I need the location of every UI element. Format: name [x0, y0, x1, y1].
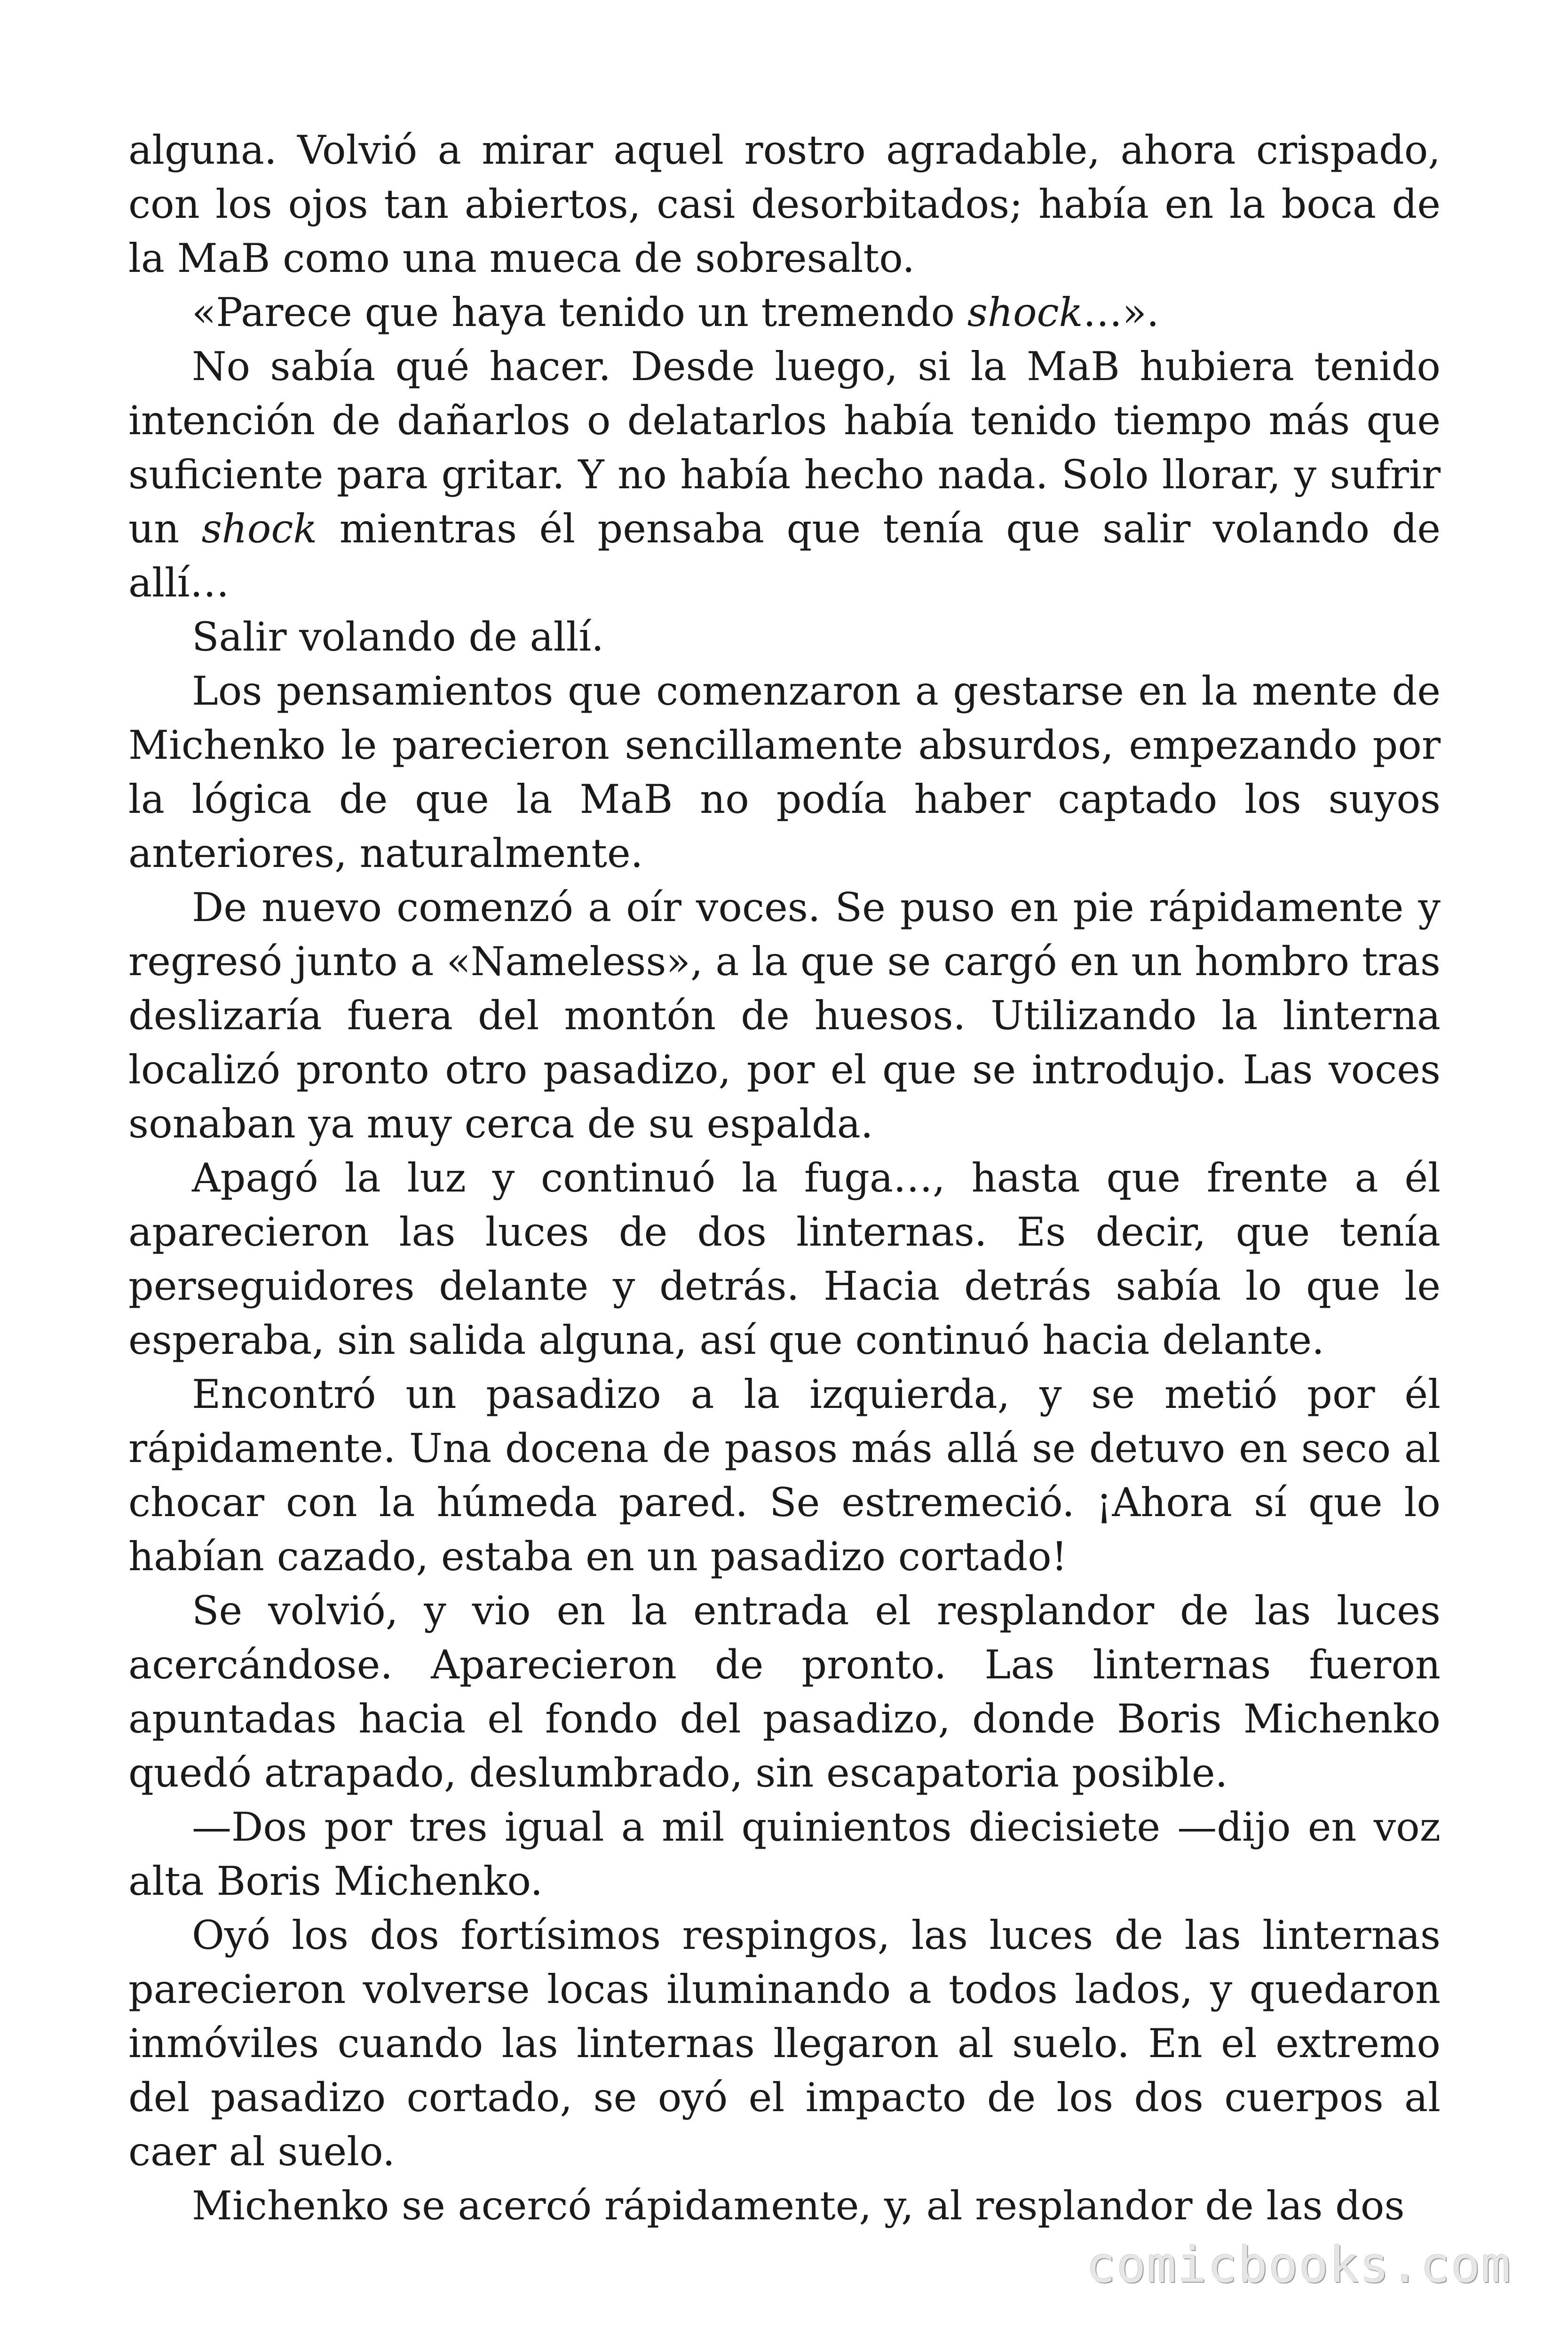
paragraph-text: …». — [1083, 289, 1159, 335]
paragraph-text: alguna. Volvió a mirar aquel rostro agradable, ahora crispado, con los ojos tan abiertos, casi desorbitados; había en la boca de la MaB como una mueca de sobresalto. — [128, 127, 1441, 281]
paragraph — [128, 340, 1441, 610]
italic-text: shock — [201, 506, 317, 552]
paragraph — [128, 610, 1441, 664]
paragraph — [128, 123, 1441, 286]
paragraph-text: Oyó los dos fortísimos respingos, las luces de las linternas parecieron volverse locas iluminando a todos lados, y quedaron inmóviles cuando las linternas llegaron al suelo. En el extremo del pasadizo cortado, se oyó el impacto de los dos cuerpos al caer al suelo. — [128, 1912, 1441, 2175]
paragraph — [128, 1800, 1441, 1908]
paragraph-text: mientras él pensaba que tenía que salir volando de allí… — [128, 506, 1441, 606]
paragraph-text: No sabía qué hacer. Desde luego, si la MaB hubiera tenido intención de dañarlos o delatarlos había tenido tiempo más que suficiente para gritar. Y no había hecho nada. Solo llorar, y sufrir un — [128, 343, 1441, 552]
paragraph-text: Se volvió, y vio en la entrada el resplandor de las luces acercándose. Aparecieron de pronto. Las linternas fueron apuntadas hacia el fondo del pasadizo, donde Boris Michenko quedó atrapado, deslumbrado, sin escapatoria posible. — [128, 1588, 1441, 1796]
paragraph-text: Michenko se acercó rápidamente, y, al resplandor de las dos — [192, 2183, 1405, 2229]
paragraph-text: De nuevo comenzó a oír voces. Se puso en pie rápidamente y regresó junto a «Nameless», a la que se cargó en un hombro tras deslizaría fuera del montón de huesos. Utilizando la linterna localizó pronto otro pasadizo, por el que se introdujo. Las voces sonaban ya muy cerca de su espalda. — [128, 884, 1441, 1147]
paragraph — [128, 2179, 1441, 2233]
paragraph — [128, 1151, 1441, 1367]
paragraph-text: Apagó la luz y continuó la fuga…, hasta que frente a él aparecieron las luces de dos linternas. Es decir, que tenía perseguidores delante y detrás. Hacia detrás sabía lo que le esperaba, sin salida alguna, así que continuó hacia delante. — [128, 1155, 1441, 1363]
book-page-body — [128, 123, 1441, 2233]
paragraph-text: —Dos por tres igual a mil quinientos diecisiete —dijo en voz alta Boris Michenko. — [128, 1804, 1441, 1904]
paragraph-text: Los pensamientos que comenzaron a gestarse en la mente de Michenko le parecieron sencillamente absurdos, empezando por la lógica de que la MaB no podía haber captado los suyos anteriores, naturalmente. — [128, 668, 1441, 876]
paragraph-text: Encontró un pasadizo a la izquierda, y se metió por él rápidamente. Una docena de pasos más allá se detuvo en seco al chocar con la húmeda pared. Se estremeció. ¡Ahora sí que lo habían cazado, estaba en un pasadizo cortado! — [128, 1371, 1441, 1580]
paragraph — [128, 881, 1441, 1151]
site-watermark: comicbooks.com — [1086, 2236, 1512, 2294]
paragraph-text: «Parece que haya tenido un tremendo — [192, 289, 967, 335]
italic-text: shock — [967, 289, 1083, 335]
paragraph — [128, 1908, 1441, 2179]
paragraph — [128, 1584, 1441, 1800]
paragraph — [128, 286, 1441, 340]
paragraph — [128, 664, 1441, 881]
paragraph-text: Salir volando de allí. — [192, 614, 604, 660]
paragraph — [128, 1367, 1441, 1584]
